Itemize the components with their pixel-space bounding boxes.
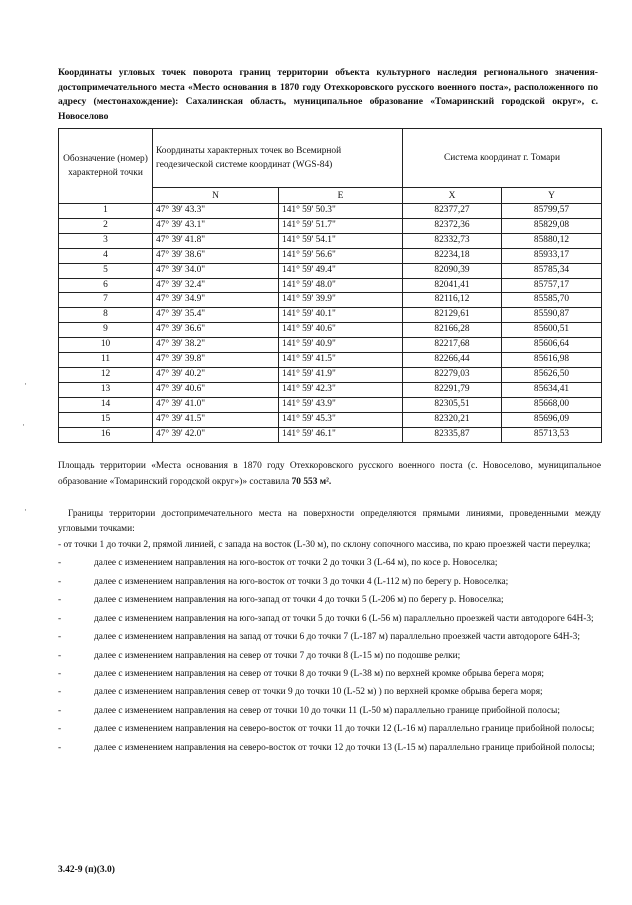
coord-y: 85668,00 [502,397,602,412]
coord-e: 141° 59' 49.4" [279,263,403,278]
coord-x: 82217,68 [403,338,502,353]
coordinates-body [59,204,602,443]
coord-e: 141° 59' 43.9" [279,397,403,412]
area-value: 70 553 м². [291,476,332,487]
coord-n: 47° 39' 41.8" [153,233,279,248]
coord-y: 85634,41 [502,382,602,397]
coord-x: 82279,03 [403,367,502,382]
coord-n: 47° 39' 41.0" [153,397,279,412]
boundary-segment-text: далее с изменением направления на юго-восток от точки 2 до точки 3 (L-64 м), по косе р. Новоселка; [94,558,498,569]
coord-n: 47° 39' 34.9" [153,293,279,308]
boundary-segment [58,722,601,737]
point-number: 10 [59,338,153,353]
coord-n: 47° 39' 40.2" [153,367,279,382]
list-dash: - [58,613,62,624]
point-number: 8 [59,308,153,323]
coord-e: 141° 59' 40.9" [279,338,403,353]
point-number: 16 [59,427,153,442]
table-row [59,308,602,323]
scan-mark: · [24,505,27,515]
coord-n: 47° 39' 39.8" [153,353,279,368]
subheader-n: N [153,188,279,204]
table-row [59,382,602,397]
boundary-segment-text: далее с изменением направления на север от точки 8 до точки 9 (L-38 м) по верхней кромке обрыва берега моря; [94,668,545,679]
coord-x: 82305,51 [403,397,502,412]
list-dash: - [58,576,62,587]
boundary-segment-text: далее с изменением направления на юго-запад от точки 4 до точки 5 (L-206 м) по берегу р. Новоселка; [94,595,504,606]
coord-y: 85626,50 [502,367,602,382]
coord-n: 47° 39' 42.0" [153,427,279,442]
point-number: 7 [59,293,153,308]
coord-e: 141° 59' 48.0" [279,278,403,293]
subheader-x: X [403,188,502,204]
boundary-segment [58,704,601,719]
coord-y: 85785,34 [502,263,602,278]
list-dash: - [58,668,62,679]
coord-y: 85585,70 [502,293,602,308]
coord-y: 85606,64 [502,338,602,353]
point-number: 1 [59,204,153,219]
point-number: 15 [59,412,153,427]
coord-e: 141° 59' 40.6" [279,323,403,338]
table-row [59,263,602,278]
coord-e: 141° 59' 46.1" [279,427,403,442]
boundary-segment [58,593,601,608]
table-row [59,293,602,308]
boundary-segment-text: далее с изменением направления на северо-восток от точки 11 до точки 12 (L-16 м) параллельно границе прибойной полосы; [94,724,595,735]
subheader-e: E [279,188,403,204]
coord-x: 82166,28 [403,323,502,338]
point-number: 6 [59,278,153,293]
scan-mark: · [22,420,25,430]
coordinates-table [58,128,602,443]
point-number: 5 [59,263,153,278]
coord-e: 141° 59' 40.1" [279,308,403,323]
boundary-segments [58,556,601,756]
boundary-segment-text: далее с изменением направления на юго-запад от точки 5 до точки 6 (L-56 м) параллельно проезжей части автодороге 64Н-3; [94,613,594,624]
coord-e: 141° 59' 51.7" [279,218,403,233]
boundary-first-segment: - от точки 1 до точки 2, прямой линией, с запада на восток (L-30 м), по склону сопочного массива, по краю проезжей части переулка; [58,539,591,550]
coord-x: 82116,12 [403,293,502,308]
boundary-segment-text: далее с изменением направления на север от точки 10 до точки 11 (L-50 м) параллельно границе прибойной полосы; [94,705,560,716]
coord-n: 47° 39' 43.3" [153,204,279,219]
coord-n: 47° 39' 38.2" [153,338,279,353]
list-dash: - [58,724,62,735]
coord-n: 47° 39' 36.6" [153,323,279,338]
boundary-description [58,507,601,756]
list-dash: - [58,558,62,569]
boundary-segment-text: далее с изменением направления на запад от точки 6 до точки 7 (L-187 м) параллельно проезжей части автодороге 64Н-3; [94,632,580,643]
list-dash: - [58,742,62,753]
coord-e: 141° 59' 45.3" [279,412,403,427]
table-row [59,338,602,353]
coord-n: 47° 39' 40.6" [153,382,279,397]
boundary-segment-text: далее с изменением направления на север от точки 7 до точки 8 (L-15 м) по подошве релки; [94,650,461,661]
area-text: Площадь территории «Места основания в 1870 году Отехкоровского русского военного поста (с. Новоселово, муниципальное образование «Томаринский городской округ»)» составила [58,461,601,487]
coord-n: 47° 39' 34.0" [153,263,279,278]
coord-x: 82335,87 [403,427,502,442]
coord-x: 82332,73 [403,233,502,248]
list-dash: - [58,632,62,643]
boundary-segment [58,556,601,571]
coord-e: 141° 59' 54.1" [279,233,403,248]
boundary-segment [58,741,601,756]
point-number: 13 [59,382,153,397]
boundary-intro: Границы территории достопримечательного места на поверхности определяются прямыми линиями, проведенными между угловыми точками: [58,509,601,535]
document-code: 3.42-9 (п)(3.0) [58,865,115,875]
boundary-segment [58,630,601,645]
coord-x: 82234,18 [403,248,502,263]
coord-n: 47° 39' 32.4" [153,278,279,293]
coord-y: 85933,17 [502,248,602,263]
boundary-segment [58,649,601,664]
point-number: 11 [59,353,153,368]
point-number: 3 [59,233,153,248]
table-row [59,218,602,233]
coord-e: 141° 59' 56.6" [279,248,403,263]
list-dash: - [58,650,62,661]
scan-mark: · [24,379,27,389]
coord-y: 85590,87 [502,308,602,323]
table-row [59,367,602,382]
coord-e: 141° 59' 39.9" [279,293,403,308]
boundary-segment-text: далее с изменением направления на юго-восток от точки 3 до точки 4 (L-112 м) по берегу р. Новоселка; [94,576,509,587]
coord-e: 141° 59' 50.3" [279,204,403,219]
table-row [59,278,602,293]
coord-y: 85713,53 [502,427,602,442]
table-row [59,412,602,427]
coord-e: 141° 59' 41.5" [279,353,403,368]
coord-n: 47° 39' 35.4" [153,308,279,323]
coord-x: 82129,61 [403,308,502,323]
list-dash: - [58,705,62,716]
area-paragraph [58,459,601,490]
boundary-segment [58,612,601,627]
header-local: Система координат г. Томари [403,129,602,188]
table-row [59,427,602,442]
point-number: 4 [59,248,153,263]
point-number: 12 [59,367,153,382]
coord-e: 141° 59' 42.3" [279,382,403,397]
coord-n: 47° 39' 41.5" [153,412,279,427]
table-row [59,323,602,338]
coord-e: 141° 59' 41.9" [279,367,403,382]
subheader-y: Y [502,188,602,204]
boundary-segment [58,685,601,700]
list-dash: - [58,687,62,698]
coord-y: 85799,57 [502,204,602,219]
header-wgs: Координаты характерных точек во Всемирной геодезической системе координат (WGS-84) [153,129,403,188]
document-heading: Координаты угловых точек поворота границ территории объекта культурного наследия регионального значения- достопримечательного места «Место основания в 1870 году Отехкоровского русского военного поста», расположенного по адресу (местонахождение): Сахалинская область, муниципальное образование «Томаринский городской округ», с. Новоселово [58,67,598,122]
coord-y: 85880,12 [502,233,602,248]
coord-n: 47° 39' 38.6" [153,248,279,263]
header-point: Обозначение (номер) характерной точки [59,129,153,204]
list-dash: - [58,595,62,606]
point-number: 9 [59,323,153,338]
table-row [59,353,602,368]
coord-x: 82090,39 [403,263,502,278]
coord-x: 82320,21 [403,412,502,427]
table-row [59,233,602,248]
point-number: 14 [59,397,153,412]
coord-y: 85829,08 [502,218,602,233]
point-number: 2 [59,218,153,233]
coord-y: 85616,98 [502,353,602,368]
boundary-segment-text: далее с изменением направления север от точки 9 до точки 10 (L-52 м) ) по верхней кромке обрыва берега моря; [94,687,543,698]
boundary-segment-text: далее с изменением направления на северо-восток от точки 12 до точки 13 (L-15 м) параллельно границе прибойной полосы; [94,742,595,753]
coord-y: 85757,17 [502,278,602,293]
boundary-segment [58,667,601,682]
boundary-segment [58,575,601,590]
coord-y: 85600,51 [502,323,602,338]
coord-x: 82041,41 [403,278,502,293]
coord-x: 82291,79 [403,382,502,397]
coord-x: 82377,27 [403,204,502,219]
table-row [59,248,602,263]
table-row [59,204,602,219]
coord-x: 82372,36 [403,218,502,233]
table-row [59,397,602,412]
coord-x: 82266,44 [403,353,502,368]
coord-n: 47° 39' 43.1" [153,218,279,233]
coord-y: 85696,09 [502,412,602,427]
